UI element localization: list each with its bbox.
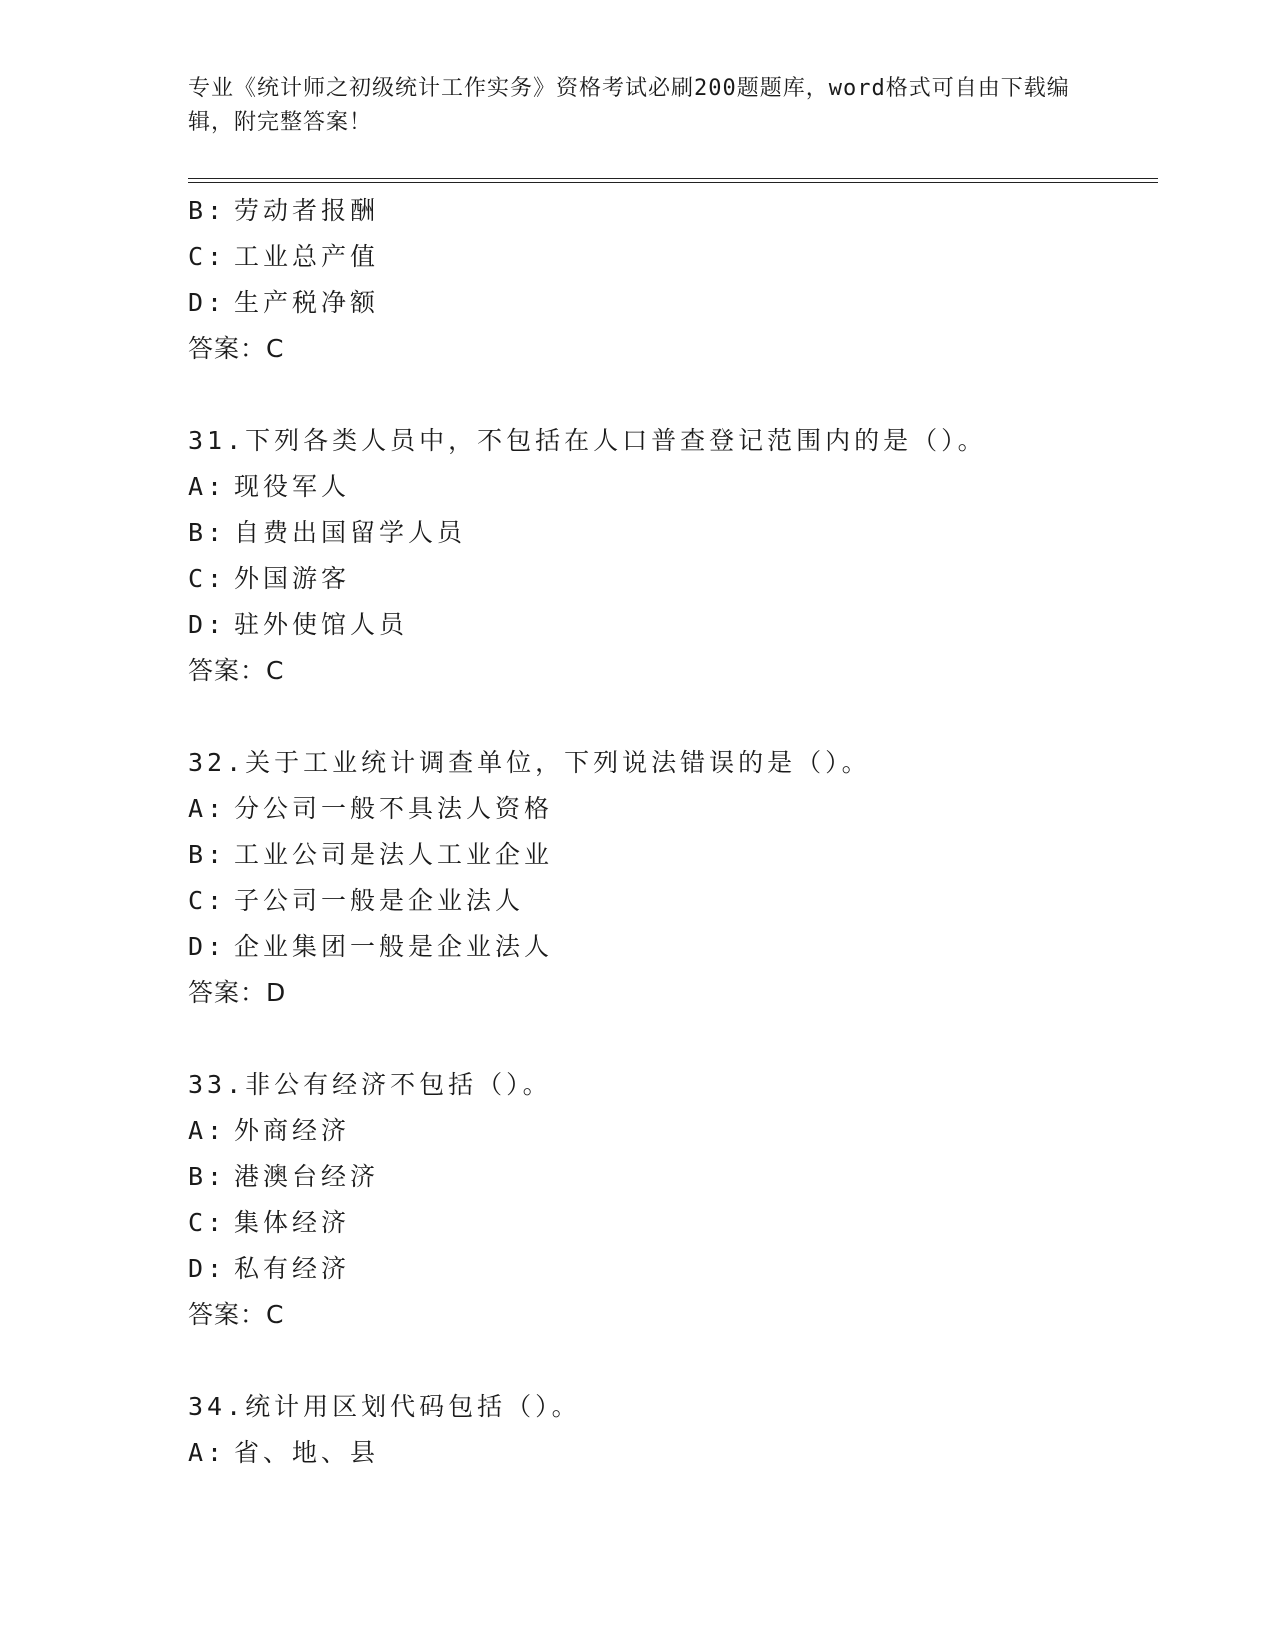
option-a <box>188 1430 1148 1476</box>
option-text: 自费出国留学人员 <box>234 518 467 547</box>
option-letter: B: <box>188 196 227 225</box>
question-list <box>188 188 1148 1476</box>
question-stem: 32.关于工业统计调查单位，下列说法错误的是（）。 <box>188 748 871 777</box>
answer-line: 答案：C <box>188 656 285 685</box>
answer-line: 答案：D <box>188 978 287 1007</box>
question-33 <box>188 1062 1148 1338</box>
spacer <box>188 372 1148 418</box>
option-c <box>188 234 1148 280</box>
option-d <box>188 280 1148 326</box>
option-letter: C: <box>188 242 227 271</box>
option-text: 驻外使馆人员 <box>234 610 409 639</box>
option-b <box>188 832 1148 878</box>
option-text: 私有经济 <box>234 1254 351 1283</box>
option-letter: C: <box>188 1208 227 1237</box>
option-letter: D: <box>188 1254 227 1283</box>
option-a <box>188 786 1148 832</box>
option-letter: A: <box>188 794 227 823</box>
option-text: 分公司一般不具法人资格 <box>234 794 554 823</box>
option-text: 现役军人 <box>234 472 351 501</box>
option-text: 生产税净额 <box>234 288 380 317</box>
option-text: 劳动者报酬 <box>234 196 380 225</box>
question-stem: 34.统计用区划代码包括（）。 <box>188 1392 581 1421</box>
question-32 <box>188 740 1148 1016</box>
question-31 <box>188 418 1148 694</box>
option-a <box>188 1108 1148 1154</box>
option-a <box>188 464 1148 510</box>
option-letter: D: <box>188 288 227 317</box>
option-text: 省、地、县 <box>234 1438 380 1467</box>
option-letter: C: <box>188 886 227 915</box>
option-text: 港澳台经济 <box>234 1162 380 1191</box>
document-header <box>188 72 1078 140</box>
option-letter: D: <box>188 932 227 961</box>
option-letter: C: <box>188 564 227 593</box>
option-letter: A: <box>188 1438 227 1467</box>
option-text: 外商经济 <box>234 1116 351 1145</box>
option-letter: B: <box>188 840 227 869</box>
option-letter: B: <box>188 518 227 547</box>
spacer <box>188 1016 1148 1062</box>
answer-line: 答案：C <box>188 1300 285 1329</box>
question-34 <box>188 1384 1148 1476</box>
question-stem: 31.下列各类人员中，不包括在人口普查登记范围内的是（）。 <box>188 426 987 455</box>
header-divider <box>188 178 1158 183</box>
option-text: 子公司一般是企业法人 <box>234 886 525 915</box>
option-letter: D: <box>188 610 227 639</box>
answer-line: 答案：C <box>188 334 285 363</box>
header-text: 专业《统计师之初级统计工作实务》资格考试必刷200题题库，word格式可自由下载编辑，附完整答案！ <box>188 76 1070 135</box>
spacer <box>188 1338 1148 1384</box>
option-d <box>188 602 1148 648</box>
option-letter: A: <box>188 472 227 501</box>
option-c <box>188 1200 1148 1246</box>
option-text: 工业公司是法人工业企业 <box>234 840 554 869</box>
option-c <box>188 878 1148 924</box>
question-stem: 33.非公有经济不包括（）。 <box>188 1070 552 1099</box>
option-letter: A: <box>188 1116 227 1145</box>
option-text: 工业总产值 <box>234 242 380 271</box>
option-text: 外国游客 <box>234 564 351 593</box>
spacer <box>188 694 1148 740</box>
option-b <box>188 510 1148 556</box>
option-d <box>188 1246 1148 1292</box>
question-30-continuation <box>188 188 1148 372</box>
option-c <box>188 556 1148 602</box>
option-b <box>188 188 1148 234</box>
option-d <box>188 924 1148 970</box>
option-b <box>188 1154 1148 1200</box>
option-text: 集体经济 <box>234 1208 351 1237</box>
option-text: 企业集团一般是企业法人 <box>234 932 554 961</box>
option-letter: B: <box>188 1162 227 1191</box>
